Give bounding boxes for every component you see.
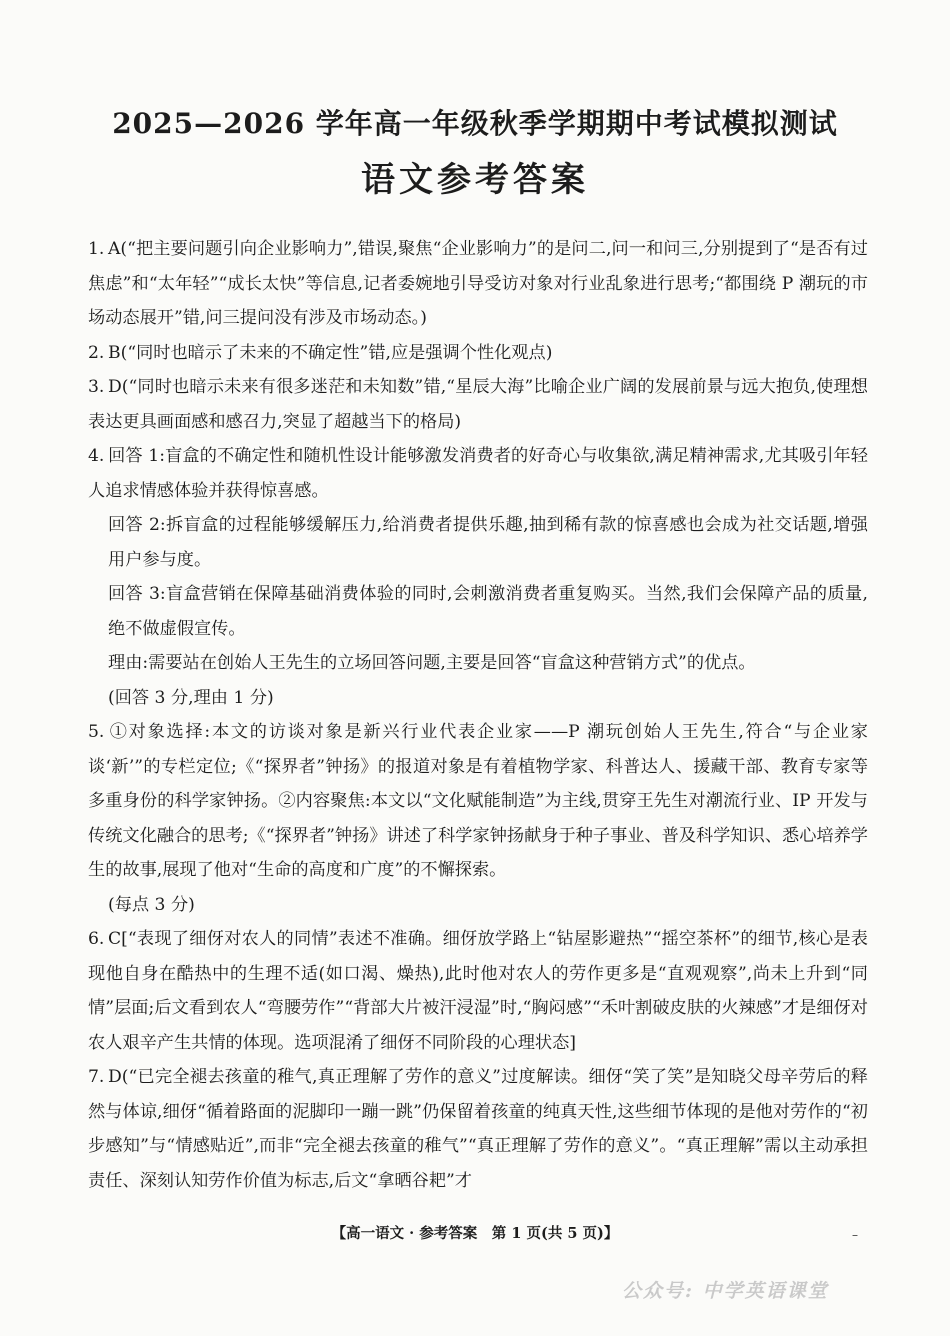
corner-mark: – bbox=[852, 1228, 858, 1242]
answer-5-score-note: (每点 3 分) bbox=[108, 894, 195, 915]
answer-item-6: 6. C[“表现了细伢对农人的同情”表述不准确。细伢放学路上“钻屋影避热”“摇空茶杯”的细节,核心是表现他自身在酷热中的生理不适(如口渴、燥热),此时他对农人的劳作更多是“直观观察”,尚未上升到“同情”层面;后文看到农人“弯腰劳作”“背部大片被汗浸湿”时,“胸闷感”“禾叶割破皮肤的火辣感”才是细伢对农人艰辛产生共情的体现。选项混淆了细伢不同阶段的心理状态] bbox=[88, 929, 868, 1053]
answer-item-1: 1. A(“把主要问题引向企业影响力”,错误,聚焦“企业影响力”的是问二,问一和问三,分别提到了“是否有过焦虑”和“太年轻”“成长太快”等信息,记者委婉地引导受访对象对行业乱象进行思考;“都围绕 P 潮玩的市场动态展开”错,问三提问没有涉及市场动态。) bbox=[88, 239, 868, 328]
page-footer: 【高一语文 · 参考答案 第 1 页(共 5 页)】 bbox=[331, 1225, 619, 1242]
answer-item-7: 7. D(“已完全褪去孩童的稚气,真正理解了劳作的意义”过度解读。细伢“笑了笑”是知晓父母辛劳后的释然与体谅,细伢“循着路面的泥脚印一蹦一跳”仍保留着孩童的纯真天性,这些细节体现的是他对劳作的“初步感知”与“情感贴近”,而非“完全褪去孩童的稚气”“真正理解了劳作的意义”。“真正理解”需以主动承担责任、深刻认知劳作价值为标志,后文“拿晒谷耙”才 bbox=[88, 1067, 868, 1191]
answer-4-reply-3: 回答 3:盲盒营销在保障基础消费体验的同时,会刺激消费者重复购买。当然,我们会保障产品的质量,绝不做虚假宣传。 bbox=[108, 584, 868, 639]
answer-item-3: 3. D(“同时也暗示未来有很多迷茫和未知数”错,“星辰大海”比喻企业广阔的发展前景与远大抱负,使理想表达更具画面感和感召力,突显了超越当下的格局) bbox=[88, 377, 868, 432]
answer-4-score-note: (回答 3 分,理由 1 分) bbox=[108, 687, 274, 708]
answer-4-reason: 理由:需要站在创始人王先生的立场回答问题,主要是回答“盲盒这种营销方式”的优点。 bbox=[108, 653, 756, 673]
answer-item-2: 2. B(“同时也暗示了未来的不确定性”错,应是强调个性化观点) bbox=[88, 342, 553, 363]
answer-4-reply-2: 回答 2:拆盲盒的过程能够缓解压力,给消费者提供乐趣,抽到稀有款的惊喜感也会成为社交话题,增强用户参与度。 bbox=[108, 515, 868, 570]
answer-list bbox=[88, 232, 868, 1198]
answer-item-5: 5. ①对象选择:本文的访谈对象是新兴行业代表企业家——P 潮玩创始人王先生,符合“与企业家谈‘新’”的专栏定位;《“探界者”钟扬》的报道对象是有着植物学家、科普达人、援藏干部、教育专家等多重身份的科学家钟扬。②内容聚焦:本文以“文化赋能制造”为主线,贯穿王先生对潮流行业、IP 开发与传统文化融合的思考;《“探界者”钟扬》讲述了科学家钟扬献身于种子事业、普及科学知识、悉心培养学生的故事,展现了他对“生命的高度和广度”的不懈探索。 bbox=[88, 722, 868, 880]
answer-key-title: 语文参考答案 bbox=[361, 160, 589, 200]
exam-title: 2025—2026 学年高一年级秋季学期期中考试模拟测试 bbox=[112, 107, 838, 140]
watermark: 公众号: 中学英语课堂 bbox=[622, 1280, 829, 1302]
answer-item-4: 4. 回答 1:盲盒的不确定性和随机性设计能够激发消费者的好奇心与收集欲,满足精神需求,尤其吸引年轻人追求情感体验并获得惊喜感。 bbox=[88, 446, 868, 501]
